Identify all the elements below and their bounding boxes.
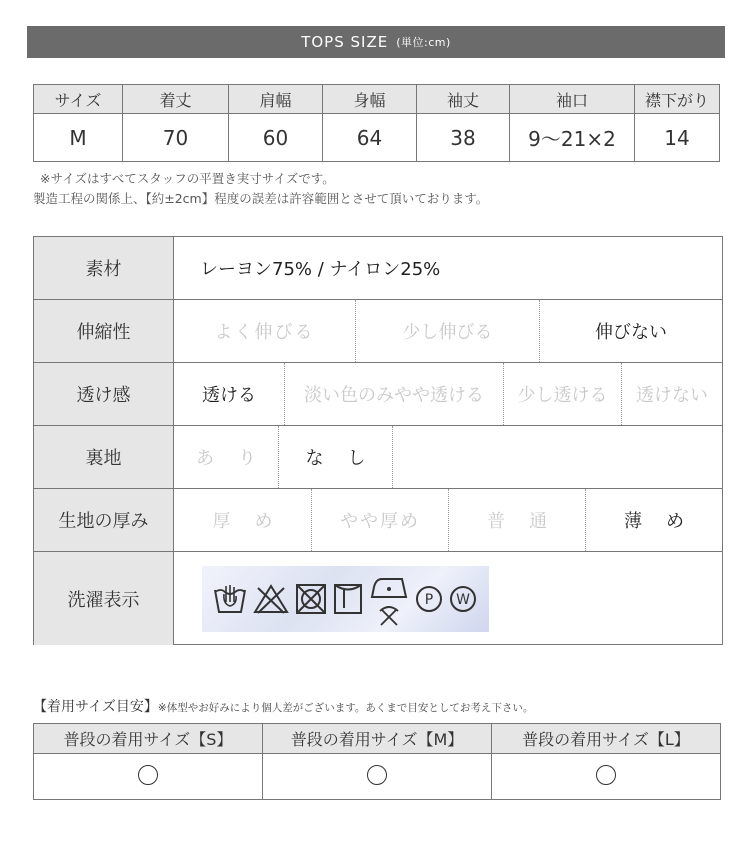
fit-guide-value-row — [34, 754, 721, 800]
circle-mark-icon — [367, 765, 387, 785]
size-value-neck-drop: 14 — [635, 114, 720, 162]
fit-guide-heading — [33, 696, 533, 716]
spec-label-care: 洗濯表示 — [34, 552, 174, 645]
sheer-option-none: 透けない — [636, 385, 708, 406]
spec-row-thickness — [34, 488, 722, 551]
hand-wash-icon — [212, 582, 248, 616]
size-header-neck-drop: 襟下がり — [635, 85, 720, 114]
no-tumble-dry-icon — [294, 582, 328, 616]
fit-guide-header-s: 普段の着用サイズ【S】 — [34, 724, 263, 754]
size-header-sleeve-length: 袖丈 — [417, 85, 510, 114]
spec-label-thickness: 生地の厚み — [34, 489, 174, 551]
size-value-shoulder: 60 — [229, 114, 323, 162]
stretch-option-high: よく伸びる — [214, 322, 315, 343]
stretch-option-none: 伸びない — [595, 322, 667, 343]
sheer-option-slight: 少し透ける — [517, 385, 608, 406]
spec-label-sheer: 透け感 — [34, 363, 174, 425]
size-header-length: 着丈 — [123, 85, 229, 114]
size-banner — [27, 26, 725, 58]
size-value-size: M — [34, 114, 123, 162]
size-value-sleeve-length: 38 — [417, 114, 510, 162]
material-value: レーヨン75% / ナイロン25% — [200, 259, 441, 280]
thickness-option-thin: 薄め — [624, 511, 708, 532]
fit-guide-title: 【着用サイズ目安】 — [33, 699, 158, 715]
size-value-cuff: 9〜21×2 — [510, 114, 635, 162]
lining-option-no: なし — [305, 448, 390, 469]
thickness-option-normal: 普通 — [487, 511, 571, 532]
fit-guide-table — [33, 723, 721, 800]
spec-label-stretch: 伸縮性 — [34, 300, 174, 362]
wet-clean-w-icon — [448, 584, 478, 614]
spec-row-stretch — [34, 299, 722, 362]
dry-clean-p-icon — [414, 584, 444, 614]
spec-row-material — [34, 237, 722, 299]
size-header-size: サイズ — [34, 85, 123, 114]
spec-label-material: 素材 — [34, 237, 174, 299]
size-value-chest: 64 — [323, 114, 417, 162]
dry-clean-letter: P — [424, 592, 434, 608]
care-label-tag — [202, 566, 489, 632]
fit-guide-header-m: 普段の着用サイズ【M】 — [262, 724, 491, 754]
no-bleach-icon — [252, 582, 290, 616]
circle-mark-icon — [138, 765, 158, 785]
stretch-option-some: 少し伸びる — [402, 322, 493, 343]
fit-guide-mark-m — [262, 754, 491, 800]
fit-guide-header-l: 普段の着用サイズ【L】 — [491, 724, 720, 754]
size-table — [33, 84, 720, 162]
sheer-option-sheer: 透ける — [202, 385, 256, 406]
sheer-option-light-colors: 淡い色のみやや透ける — [304, 385, 484, 406]
spec-row-care — [34, 551, 722, 645]
fit-guide-mark-s — [34, 754, 263, 800]
size-note: ※サイズはすべてスタッフの平置き実寸サイズです。 — [40, 171, 335, 186]
spec-table — [33, 236, 723, 645]
fit-guide-note: ※体型やお好みにより個人差がございます。あくまで目安としてお考え下さい。 — [157, 702, 534, 714]
iron-low-icon — [368, 569, 410, 629]
drip-dry-icon — [332, 582, 364, 616]
fit-guide-header-row — [34, 724, 721, 754]
size-header-chest: 身幅 — [323, 85, 417, 114]
lining-option-yes: あり — [196, 448, 280, 469]
fit-guide-mark-l — [491, 754, 720, 800]
wet-clean-letter: W — [456, 592, 470, 608]
thickness-option-slightly-thick: やや厚め — [340, 511, 420, 532]
spec-row-lining — [34, 425, 722, 488]
banner-unit: (単位:cm) — [396, 36, 451, 49]
thickness-option-thick: 厚め — [212, 511, 297, 532]
banner-title: TOPS SIZE — [301, 33, 389, 51]
tolerance-note: 製造工程の関係上、【約±2cm】程度の誤差は許容範囲とさせて頂いております。 — [33, 191, 489, 206]
spec-row-sheer — [34, 362, 722, 425]
size-value-length: 70 — [123, 114, 229, 162]
size-table-header-row — [34, 85, 720, 114]
spec-label-lining: 裏地 — [34, 426, 174, 488]
circle-mark-icon — [596, 765, 616, 785]
size-header-cuff: 袖口 — [510, 85, 635, 114]
size-table-value-row — [34, 114, 720, 162]
size-header-shoulder: 肩幅 — [229, 85, 323, 114]
